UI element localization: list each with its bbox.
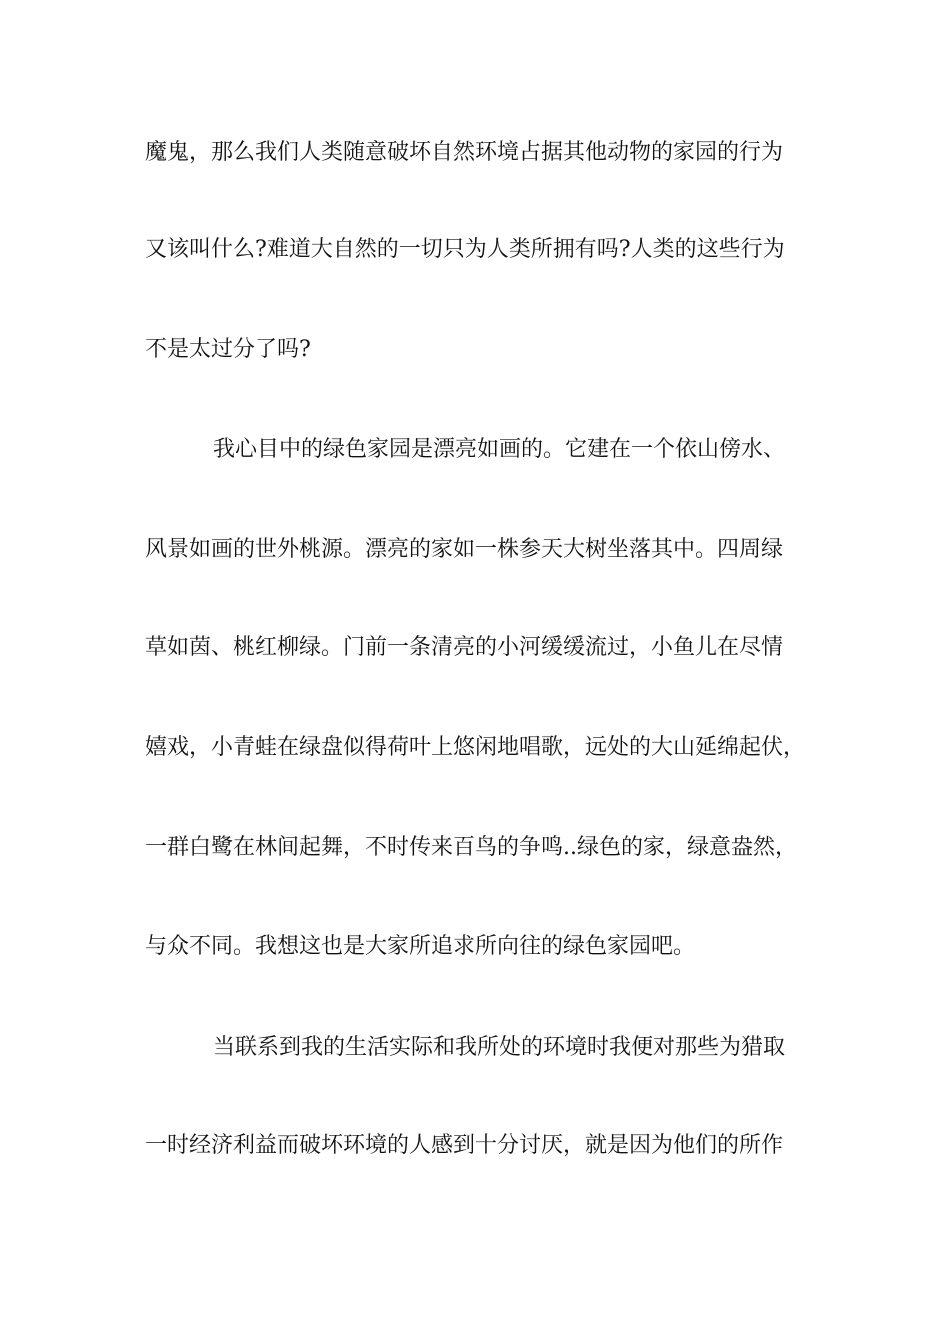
text-line: 草如茵、桃红柳绿。门前一条清亮的小河缓缓流过，小鱼儿在尽情 xyxy=(145,635,784,660)
text-line: 风景如画的世外桃源。漂亮的家如一株参天大树坐落其中。四周绿 xyxy=(145,537,784,562)
text-line: 一群白鹭在林间起舞，不时传来百鸟的争鸣..绿色的家，绿意盎然， xyxy=(145,835,797,860)
paragraph-start-line: 当联系到我的生活实际和我所处的环境时我便对那些为猎取 xyxy=(213,1035,786,1060)
text-line: 魔鬼，那么我们人类随意破坏自然环境占据其他动物的家园的行为 xyxy=(145,140,784,165)
text-line: 与众不同。我想这也是大家所追求所向往的绿色家园吧。 xyxy=(145,934,696,959)
text-line: 嬉戏，小青蛙在绿盘似得荷叶上悠闲地唱歌，远处的大山延绵起伏， xyxy=(145,735,806,760)
paragraph-start-line: 我心目中的绿色家园是漂亮如画的。它建在一个依山傍水、 xyxy=(213,437,786,462)
text-line: 又该叫什么?难道大自然的一切只为人类所拥有吗?人类的这些行为 xyxy=(145,237,785,262)
text-line: 一时经济利益而破坏环境的人感到十分讨厌，就是因为他们的所作 xyxy=(145,1133,784,1158)
text-line: 不是太过分了吗? xyxy=(145,337,311,362)
